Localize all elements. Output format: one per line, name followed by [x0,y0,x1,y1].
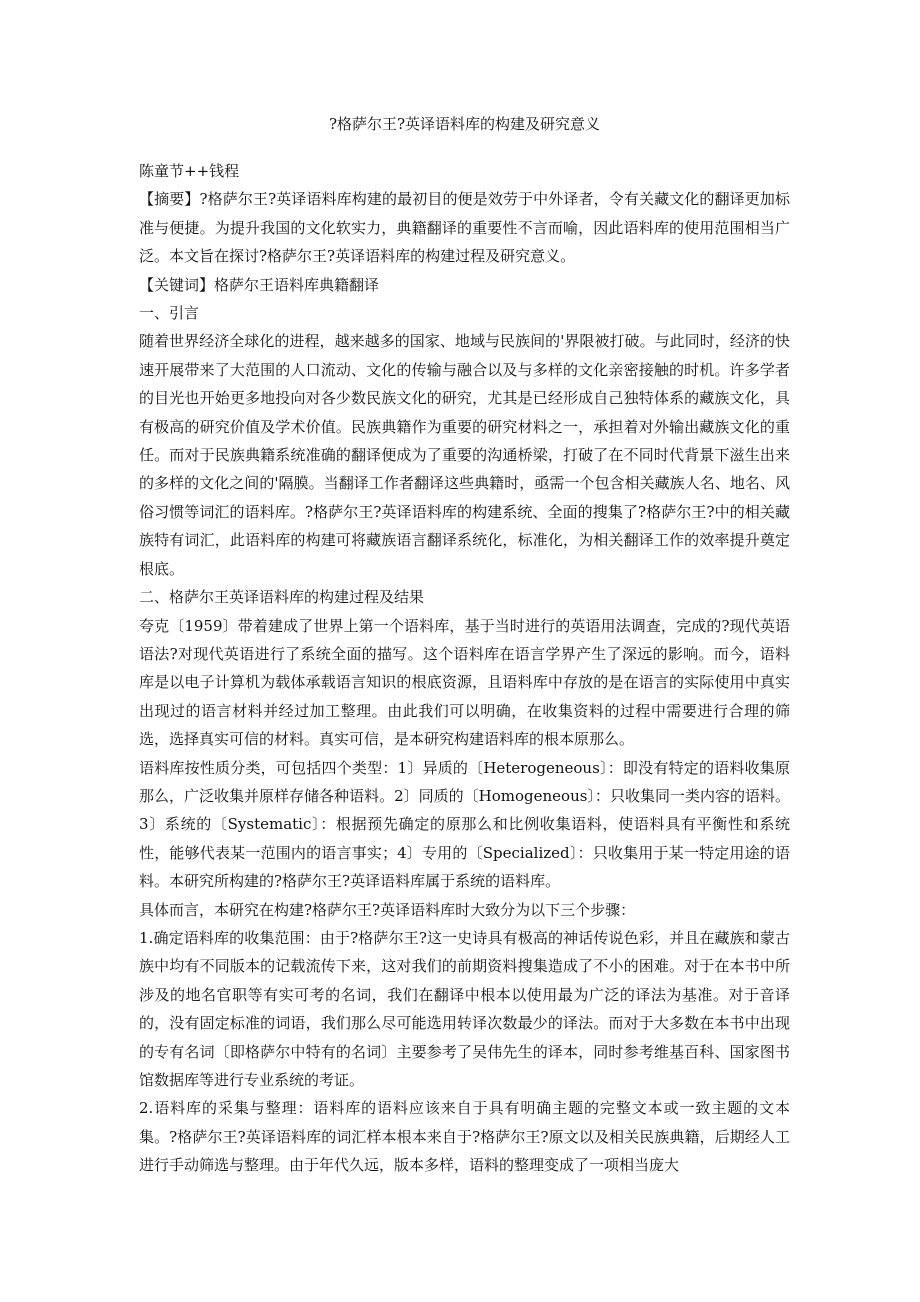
introduction-paragraph: 随着世界经济全球化的进程，越来越多的国家、地域与民族间的'界限被打破。与此同时，经济的快速开展带来了大范围的人口流动、文化的传输与融合以及与多样的文化亲密接触的时机。许多学者的目光也开始更多地投向对各少数民族文化的研究，尤其是已经形成自己独特体系的藏族文化，具有极高的研究价值及学术价值。民族典籍作为重要的研究材料之一，承担着对外输出藏族文化的重任。而对于民族典籍系统准确的翻译便成为了重要的沟通桥梁，打破了在不同时代背景下滋生出来的多样的文化之间的'隔膜。当翻译工作者翻译这些典籍时，亟需一个包含相关藏族人名、地名、风俗习惯等词汇的语料库。?格萨尔王?英译语料库的构建系统、全面的搜集了?格萨尔王?中的相关藏族特有词汇，此语料库的构建可将藏族语言翻译系统化，标准化，为相关翻译工作的效率提升奠定根底。 [139,332,790,578]
step-1-paragraph: 1.确定语料库的收集范围：由于?格萨尔王?这一史诗具有极高的神话传说色彩，并且在藏族和蒙古族中均有不同版本的记载流传下来，这对我们的前期资料搜集造成了不小的困难。对于在本书中所涉及的地名官职等有实可考的名词，我们在翻译中根本以使用最为广泛的译法为基准。对于音译的，没有固定标准的词语，我们那么尽可能选用转译次数最少的译法。而对于大多数在本书中出现的专有名词〔即格萨尔中特有的名词〕主要参考了吴伟先生的译本，同时参考维基百科、国家图书馆数据库等进行专业系统的考证。 [139,928,790,1089]
document-body [139,157,790,1180]
construction-paragraph-1: 夸克〔1959〕带着建成了世界上第一个语料库，基于当时进行的英语用法调查，完成的?现代英语语法?对现代英语进行了系统全面的描写。这个语料库在语言学界产生了深远的影响。而今，语料库是以电子计算机为载体承载语言知识的根底资源，且语料库中存放的是在语言的实际使用中真实出现过的语言材料并经过加工整理。由此我们可以明确，在收集资料的过程中需要进行合理的筛选，选择真实可信的材料。真实可信，是本研究构建语料库的根本原那么。 [139,616,790,749]
keywords-line: 【关键词】格萨尔王语料库典籍翻译 [139,275,380,294]
step-2-paragraph: 2.语料库的采集与整理：语料库的语料应该来自于具有明确主题的完整文本或一致主题的文本集。?格萨尔王?英译语料库的词汇样本根本来自于?格萨尔王?原文以及相关民族典籍，后期经人工进行手动筛选与整理。由于年代久远，版本多样，语料的整理变成了一项相当庞大 [139,1099,790,1175]
section-heading-introduction: 一、引言 [139,304,200,323]
section-heading-construction: 二、格萨尔王英译语料库的构建过程及结果 [139,588,425,607]
abstract-paragraph: 【摘要】?格萨尔王?英译语料库构建的最初目的便是效劳于中外译者，令有关藏文化的翻译更加标准与便捷。为提升我国的文化软实力，典籍翻译的重要性不言而喻，因此语料库的使用范围相当广泛。本文旨在探讨?格萨尔王?英译语料库的构建过程及研究意义。 [139,190,790,266]
construction-paragraph-3: 具体而言，本研究在构建?格萨尔王?英译语料库时大致分为以下三个步骤： [139,900,636,919]
document-title: ?格萨尔王?英译语料库的构建及研究意义 [328,115,601,133]
construction-paragraph-2: 语料库按性质分类，可包括四个类型：1〕异质的〔Heterogeneous〕：即没有特定的语料收集原那么，广泛收集并原样存储各种语料。2〕同质的〔Homogeneous〕：只收集同一类内容的语料。3〕系统的〔Systematic〕：根据预先确定的原那么和比例收集语料，使语料具有平衡性和系统性，能够代表某一范围内的语言事实；4〕专用的〔Specialized〕：只收集用于某一特定用途的语料。本研究所构建的?格萨尔王?英译语料库属于系统的语料库。 [139,758,790,891]
author-line: 陈童节++钱程 [139,162,240,180]
